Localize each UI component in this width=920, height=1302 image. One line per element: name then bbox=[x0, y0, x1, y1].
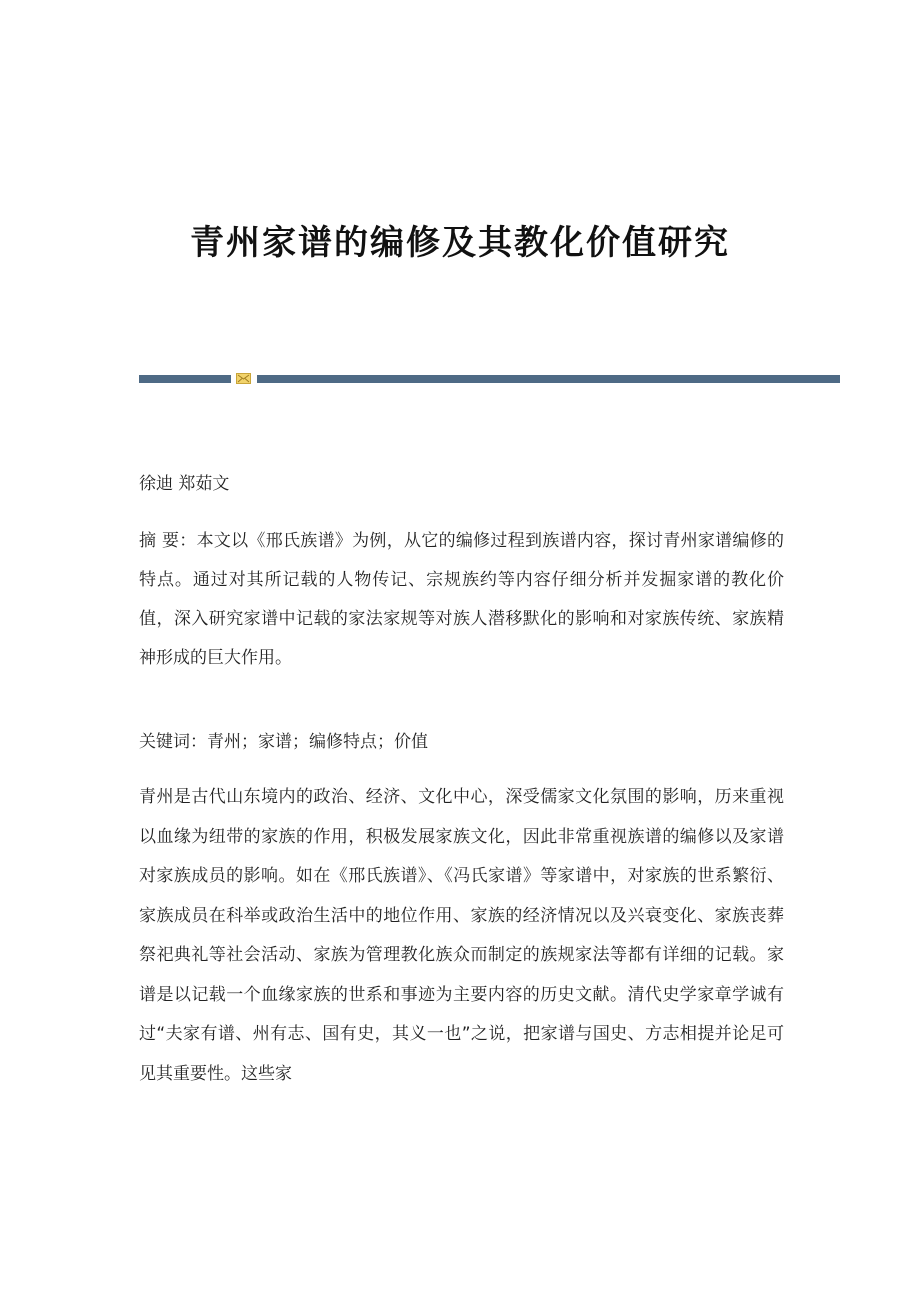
abstract-paragraph bbox=[139, 522, 784, 678]
document-title: 青州家谱的编修及其教化价值研究 bbox=[190, 223, 730, 263]
keywords-line: 关键词：青州；家谱；编修特点；价值 bbox=[139, 732, 428, 752]
title-divider-right bbox=[257, 375, 840, 383]
title-divider-left bbox=[139, 375, 231, 383]
author-line: 徐迪 郑茹文 bbox=[139, 474, 230, 494]
body-paragraph: 青州是古代山东境内的政治、经济、文化中心，深受儒家文化氛围的影响，历来重视以血缘为纽带的家族的作用，积极发展家族文化，因此非常重视族谱的编修以及家谱对家族成员的影响。如在《邢氏族谱》、《冯氏家谱》等家谱中，对家族的世系繁衍、家族成员在科举或政治生活中的地位作用、家族的经济情况以及兴衰变化、家族丧葬祭祀典礼等社会活动、家族为管理教化族众而制定的族规家法等都有详细的记载。家谱是以记载一个血缘家族的世系和事迹为主要内容的历史文献。清代史学家章学诚有过“夫家有谱、州有志、国有史，其义一也”之说，把家谱与国史、方志相提并论足可见其重要性。这些家 bbox=[139, 787, 784, 1084]
abstract-label: 摘 要： bbox=[139, 531, 197, 551]
abstract-text: 本文以《邢氏族谱》为例，从它的编修过程到族谱内容，探讨青州家谱编修的特点。通过对其所记载的人物传记、宗规族约等内容仔细分析并发掘家谱的教化价值，深入研究家谱中记载的家法家规等对族人潜移默化的影响和对家族传统、家族精神形成的巨大作用。 bbox=[139, 531, 785, 668]
divider-ornament-icon bbox=[236, 373, 251, 384]
